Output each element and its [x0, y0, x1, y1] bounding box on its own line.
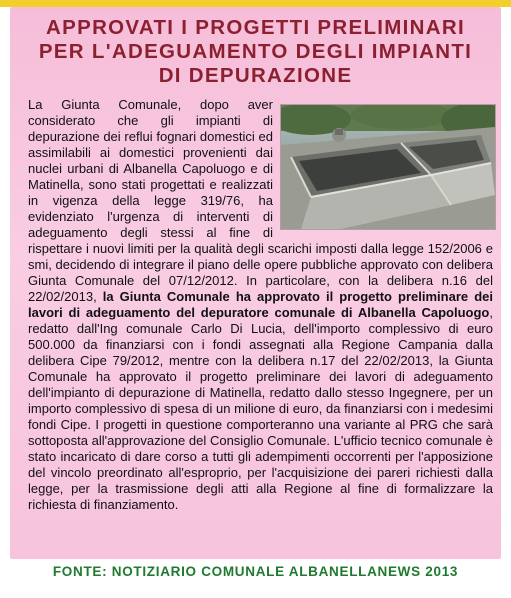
source-credit: FONTE: NOTIZIARIO COMUNALE ALBANELLANEWS 2013 [52, 564, 459, 579]
article-panel [10, 7, 501, 559]
title-line-2: PER L'ADEGUAMENTO DEGLI IMPIANTI [38, 40, 473, 63]
treatment-plant-photo [280, 104, 496, 230]
title-line-3: DI DEPURAZIONE [158, 64, 353, 87]
body-text-bold: la Giunta Comunale ha approvato il progetto preliminare dei lavori di adeguamento del depuratore comunale di Albanella Capoluogo [28, 289, 493, 320]
body-text-part-1: La Giunta Comunale, dopo aver considerato che gli impianti di depurazione dei reflui fognari domestici ed assimilabili ai domestici provenienti dai nuclei urbani di Albanella Capoluogo e di Matinella, sono stati progettati e realizzati in vigenza della legge 319/76, ha evidenziato l'urgenza di interventi di adeguamento degli stessi al fine di rispettare i nuovi limiti per la qualità degli scarichi imposti dalla legge 152/2006 e smi, decidendo di integrare il piano delle opere pubbliche approvato con delibera Giunta Comunale del 07/12/2012. In particolare, con la delibera n.16 del 22/02/2013, [28, 97, 493, 304]
article-title [10, 16, 501, 88]
title-line-1: APPROVATI I PROGETTI PRELIMINARI [46, 16, 465, 39]
top-accent-strip [0, 0, 511, 7]
body-text-part-2: , redatto dall'Ing comunale Carlo Di Lucia, dell'importo complessivo di euro 500.000 da finanziarsi con i fondi assegnati alla Regione Campania dalla delibera Cipe 79/2012, mentre con la delibera n.17 del 22/02/2013, la Giunta Comunale ha approvato il progetto preliminare dei lavori di adeguamento dell'impianto di depurazione di Matinella, redatto dallo stesso Ingegnere, per un importo complessivo di spesa di un milione di euro, da finanziarsi con i medesimi fondi Cipe. I progetti in questione comporteranno una variante al PRG che sarà sottoposta all'approvazione del Consiglio Comunale. L'ufficio tecnico comunale è stato incaricato di dare corso a tutti gli adempimenti occorrenti per l'apposizione del vincolo preordinato all'esproprio, per l'acquisizione dei pareri richiesti dalla legge, per la trasmissione degli atti alla Regione al fine di formalizzare la richiesta di finanziamento. [28, 305, 493, 512]
